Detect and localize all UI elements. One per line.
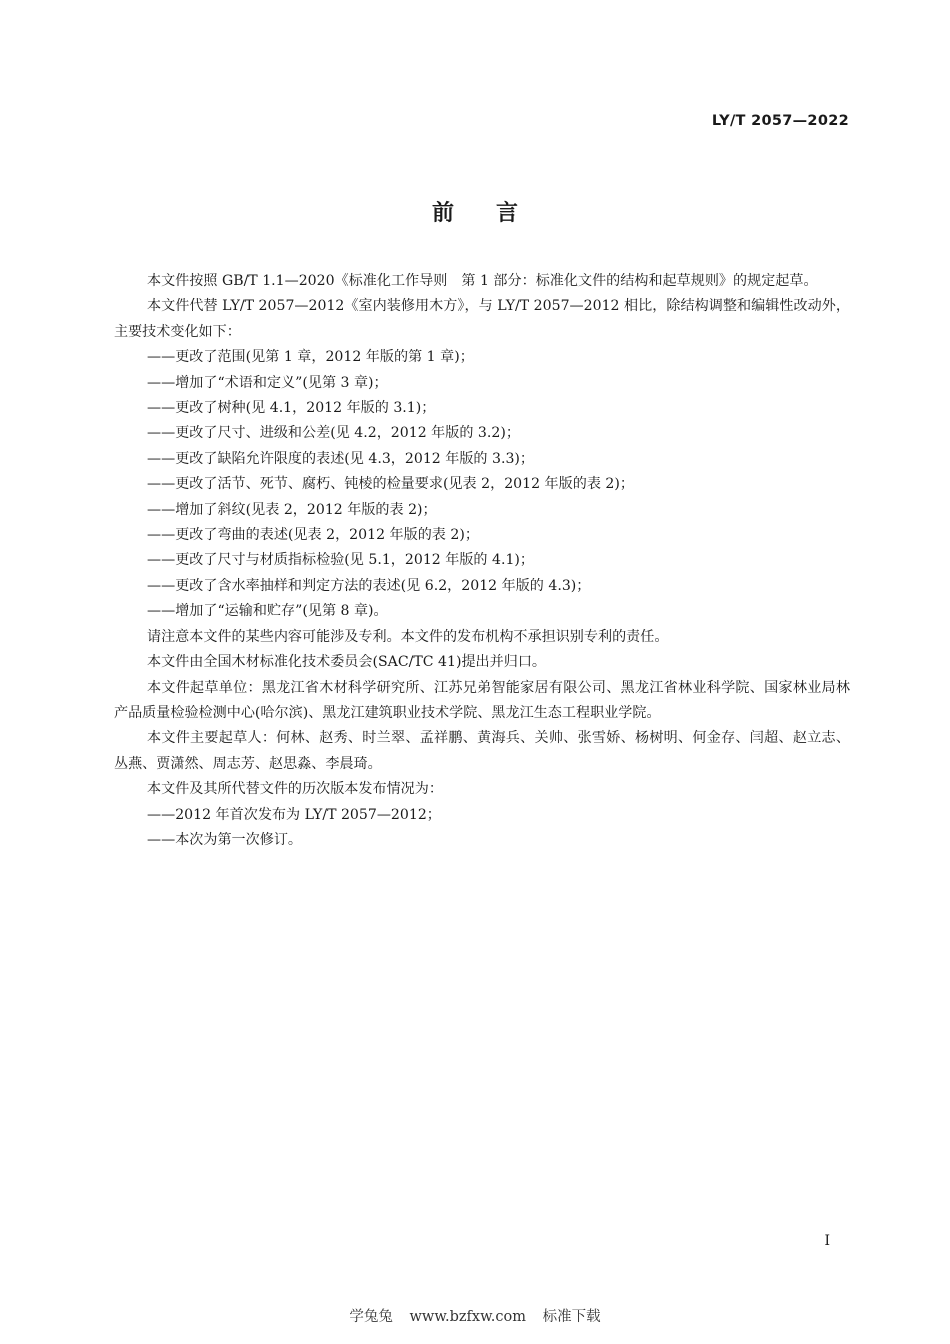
change-item: ——增加了斜纹(见表 2，2012 年版的表 2)； — [147, 501, 437, 518]
change-item: ——更改了尺寸与材质指标检验(见 5.1，2012 年版的 4.1)； — [147, 552, 535, 569]
change-item: ——增加了“术语和定义”(见第 3 章)； — [147, 374, 388, 391]
change-item: ——更改了缺陷允许限度的表述(见 4.3，2012 年版的 3.3)； — [147, 450, 535, 467]
change-item: ——更改了范围(见第 1 章，2012 年版的第 1 章)； — [147, 349, 474, 366]
paragraph-drafting-rules: 本文件按照 GB/T 1.1—2020《标准化工作导则 第 1 部分：标准化文件的结构和起草规则》的规定起草。 — [147, 273, 818, 289]
paragraph-patent-notice: 请注意本文件的某些内容可能涉及专利。本文件的发布机构不承担识别专利的责任。 — [147, 628, 669, 645]
footer-url[interactable]: www.bzfxw.com — [409, 1309, 526, 1325]
change-item: ——更改了活节、死节、腐朽、钝棱的检量要求(见表 2，2012 年版的表 2)； — [147, 476, 634, 493]
change-item: ——增加了“运输和贮存”(见第 8 章)。 — [147, 603, 388, 620]
change-item: ——更改了尺寸、进级和公差(见 4.2，2012 年版的 3.2)； — [147, 425, 520, 442]
page-number: I — [824, 1233, 830, 1249]
foreword-body — [114, 269, 850, 853]
history-item: ——2012 年首次发布为 LY/T 2057—2012； — [147, 806, 441, 823]
paragraph-replacement: 本文件代替 LY/T 2057—2012《室内装修用木方》，与 LY/T 2057—2012 相比，除结构调整和编辑性改动外，主要技术变化如下： — [114, 298, 850, 340]
title-char-1: 前 — [431, 201, 454, 226]
document-code: LY/T 2057—2022 — [711, 113, 849, 129]
title-char-2: 言 — [496, 201, 519, 226]
footer-site: 学兔兔 — [349, 1309, 393, 1325]
history-item: ——本次为第一次修订。 — [147, 831, 303, 848]
paragraph-drafters: 本文件主要起草人：何林、赵秀、时兰翠、孟祥鹏、黄海兵、关帅、张雪娇、杨树明、何金存、闫超、赵立志、丛燕、贾潇然、周志芳、赵思淼、李晨琦。 — [114, 730, 850, 772]
paragraph-history-intro: 本文件及其所代替文件的历次版本发布情况为： — [147, 781, 443, 798]
paragraph-drafting-units: 本文件起草单位：黑龙江省木材科学研究所、江苏兄弟智能家居有限公司、黑龙江省林业科学院、国家林业局林产品质量检验检测中心(哈尔滨)、黑龙江建筑职业技术学院、黑龙江生态工程职业学院。 — [114, 679, 850, 721]
change-item: ——更改了含水率抽样和判定方法的表述(见 6.2，2012 年版的 4.3)； — [147, 577, 591, 594]
change-item: ——更改了树种(见 4.1，2012 年版的 3.1)； — [147, 400, 436, 417]
paragraph-proposer: 本文件由全国木材标准化技术委员会(SAC/TC 41)提出并归口。 — [147, 654, 547, 671]
footer-label: 标准下载 — [542, 1309, 601, 1325]
change-item: ——更改了弯曲的表述(见表 2，2012 年版的表 2)； — [147, 527, 479, 544]
footer-watermark — [0, 1305, 950, 1326]
page-title — [0, 196, 950, 227]
